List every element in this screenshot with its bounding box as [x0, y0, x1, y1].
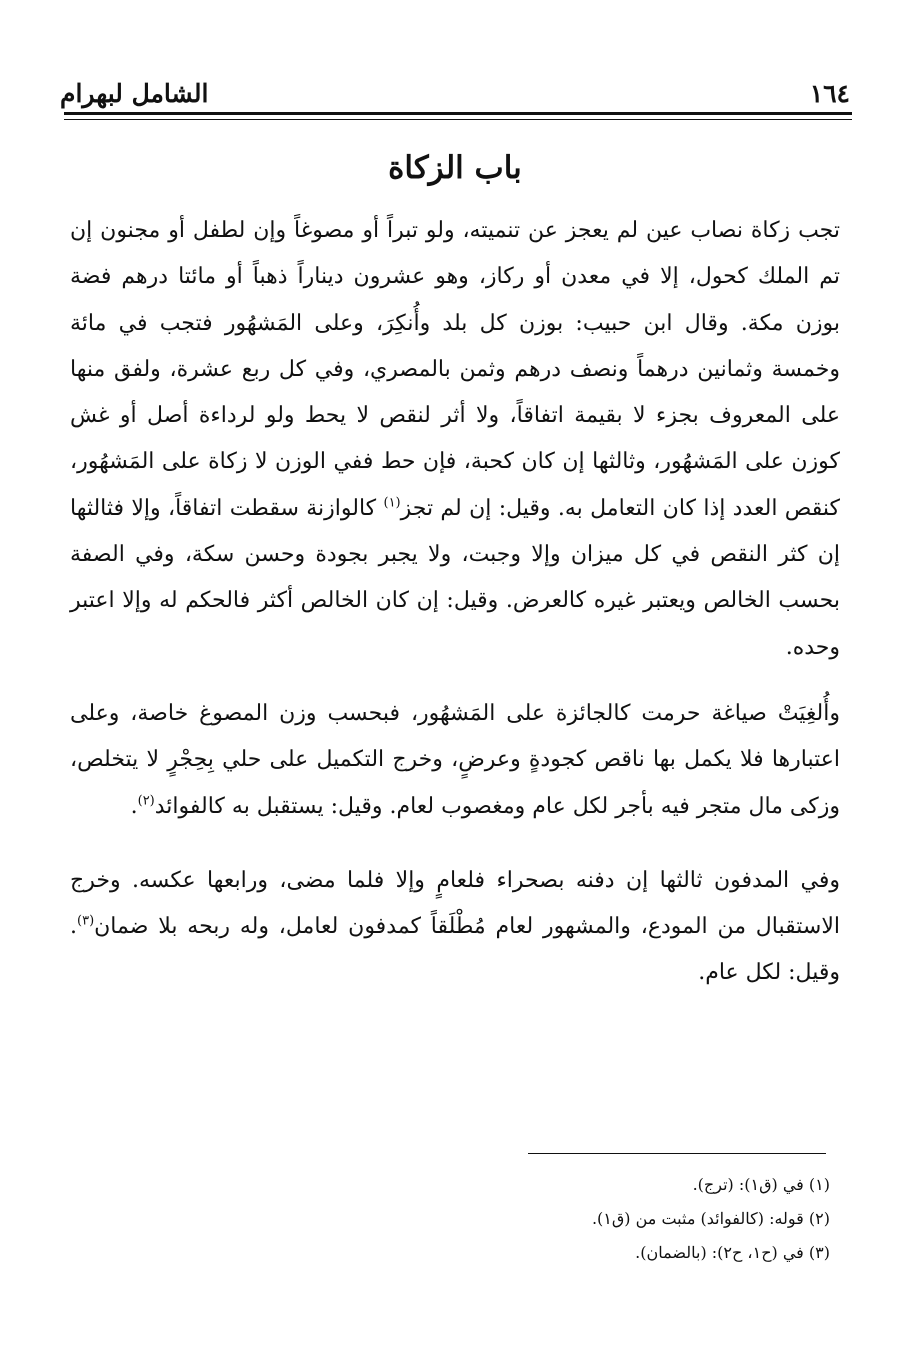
main-text [70, 208, 840, 997]
paragraph-2-text-a: وأُلغِيَتْ صياغة حرمت كالجائزة على المَشهُور، فبحسب وزن المصوغ خاصة، وعلى اعتبارها فلا يكمل بها ناقص كجودةٍ وعرضٍ، وخرج التكميل على حلي بِحِجْرٍ لا يتخلص، وزكى مال متجر فيه بأجر لكل عام ومغصوب لعام. وقيل: يستقبل به كالفوائد [70, 700, 840, 819]
paragraph-3-text-b: . وقيل: لكل عام. [70, 914, 840, 986]
footnote-2: (٢) قوله: (كالفوائد) مثبت من (ق١). [591, 1209, 830, 1228]
footnote-rule [528, 1153, 826, 1154]
footnote-ref-2: (٢) [137, 793, 155, 809]
running-head [60, 58, 850, 108]
paragraph-2 [70, 691, 840, 830]
book-title: الشامل لبهرام [60, 79, 209, 108]
paragraph-1-text-b: كالوازنة سقطت اتفاقاً، وإلا فثالثها إن كثر النقص في كل ميزان وإلا وجبت، ولا يجبر بجودة وحسن سكة، وفي الصفة بحسب الخالص ويعتبر غيره كالعرض. وقيل: إن كان الخالص أكثر فالحكم له وإلا اعتبر وحده. [70, 495, 840, 660]
footnote-ref-1: (١) [383, 495, 401, 511]
header-rule-thin [64, 119, 852, 120]
paragraph-1 [70, 208, 840, 671]
paragraph-3-text-a: وفي المدفون ثالثها إن دفنه بصحراء فلعامٍ وإلا فلما مضى، ورابعها عكسه. وخرج الاستقبال من المودع، والمشهور لعام مُطْلَقاً كمدفون لعامل، وله ربحه بلا ضمان [70, 867, 840, 940]
paragraph-1-text-a: تجب زكاة نصاب عين لم يعجز عن تنميته، ولو تبراً أو مصوغاً وإن لطفل أو مجنون إن تم الملك كحول، إلا في معدن أو ركاز، وهو عشرون ديناراً ذهباً أو مائتا درهم فضة بوزن مكة. وقال ابن حبيب: بوزن كل بلد وأُنكِرَ، وعلى المَشهُور فتجب في مائة وخمسة وثمانين درهماً ونصف درهم وثمن بالمصري، وفي كل ربع عشرة، ولفق منها على المعروف بجزء لا بقيمة اتفاقاً، ولا أثر لنقص لا يحط ولو لرداءة أصل أو غش كوزن على المَشهُور، وثالثها إن كان كحبة، فإن حط ففي الوزن لا زكاة على المَشهُور، كنقص العدد إذا كان التعامل به. وقيل: إن لم تجز [70, 218, 840, 521]
footnote-1: (١) في (ق١): (ترج). [692, 1175, 830, 1194]
chapter-title: باب الزكاة [388, 150, 522, 186]
paragraph-3 [70, 858, 840, 997]
footnote-ref-3: (٣) [77, 913, 95, 929]
page-number: ١٦٤ [809, 79, 850, 108]
footnotes [360, 1168, 830, 1270]
header-rule-thick [64, 112, 852, 115]
footnote-3: (٣) في (ح١، ح٢): (بالضمان). [635, 1243, 830, 1262]
paragraph-2-text-b: . [130, 793, 138, 819]
